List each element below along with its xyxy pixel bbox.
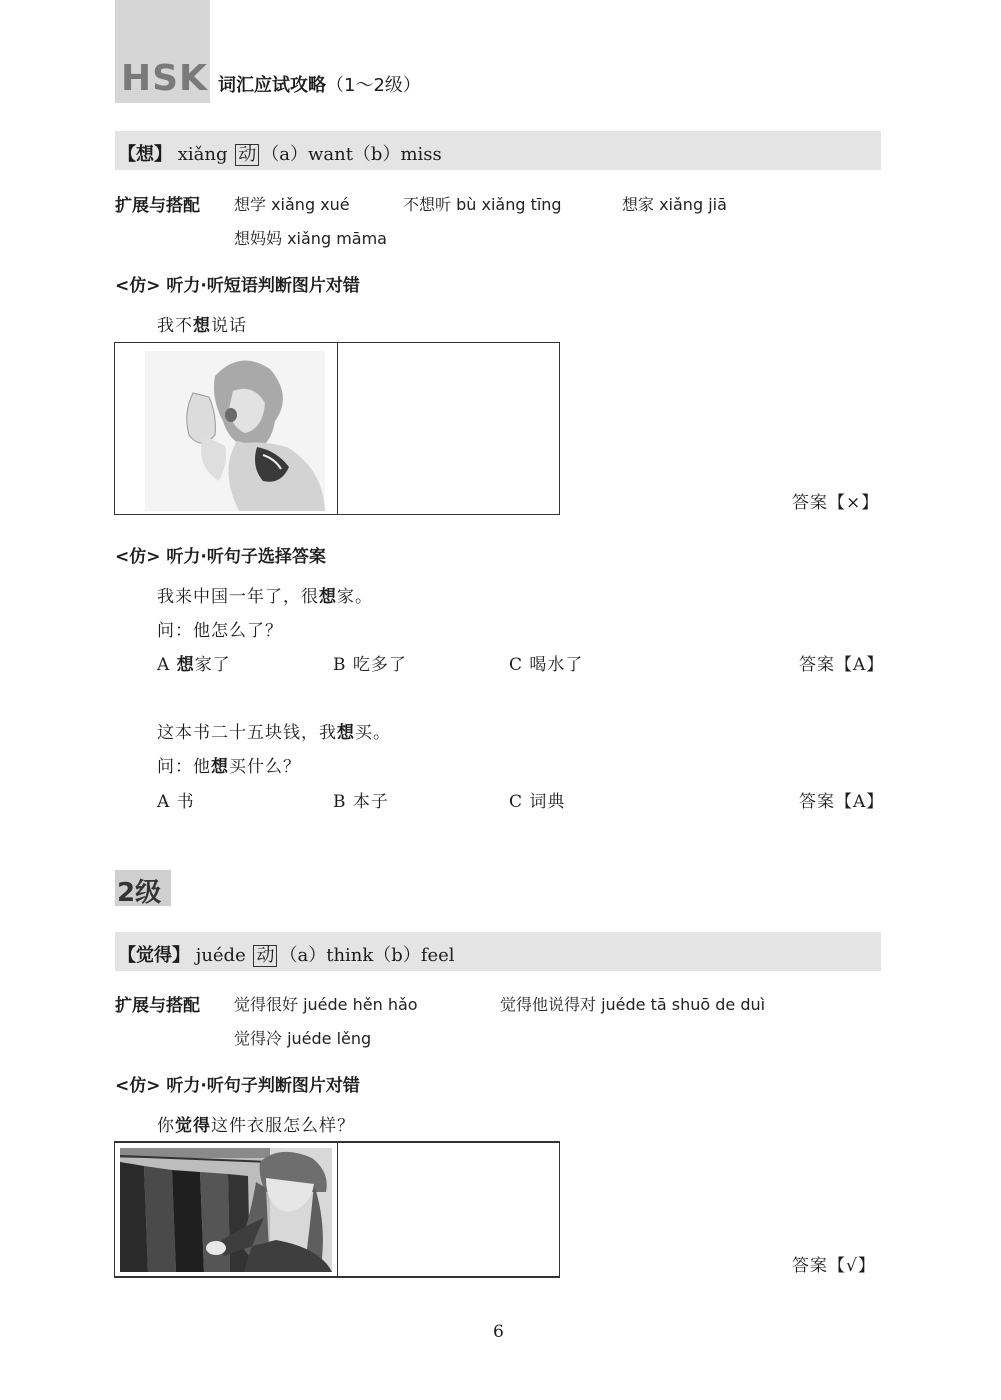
- part-of-speech-badge: 动: [253, 945, 277, 967]
- expansion-label: 扩展与搭配: [115, 996, 200, 1016]
- picture-frame: [114, 1141, 560, 1278]
- question-stem: 我来中国一年了，很想家。: [157, 587, 373, 607]
- book-title: [218, 71, 421, 97]
- book-title-range: （1～2级）: [326, 75, 421, 96]
- entry-line-xiang: [118, 140, 442, 166]
- exercise-sentence: 你觉得这件衣服怎么样？: [157, 1116, 355, 1136]
- part-of-speech-badge: 动: [235, 144, 259, 166]
- expansion-item: 不想听 bù xiǎng tīng: [403, 195, 562, 214]
- pinyin: xiǎng: [177, 144, 228, 165]
- expansion-label: 扩展与搭配: [115, 196, 200, 216]
- book-title-main: 词汇应试攻略: [218, 75, 326, 96]
- exercise-sentence: 我不想说话: [157, 316, 247, 336]
- picture-frame: [114, 342, 560, 515]
- question-stem: 这本书二十五块钱，我想买。: [157, 723, 391, 743]
- option-c: C 喝水了: [509, 655, 584, 675]
- option-c: C 词典: [509, 792, 566, 812]
- answer: 答案【A】: [799, 792, 885, 812]
- expansion-item: 想妈妈 xiǎng māma: [234, 229, 387, 248]
- pinyin: juéde: [195, 945, 246, 966]
- expansion-item: 想学 xiǎng xué: [234, 195, 350, 214]
- question-prompt: 问：他想买什么？: [157, 757, 301, 777]
- level-heading: 2级: [117, 878, 162, 908]
- page-number: 6: [493, 1322, 504, 1342]
- option-a: A 书: [157, 792, 195, 812]
- answer: 答案【×】: [792, 493, 880, 513]
- entry-line-juede: [118, 941, 455, 967]
- option-a: A 想家了: [157, 655, 231, 675]
- expansion-item: 想家 xiǎng jiā: [622, 195, 727, 214]
- exercise-heading: <仿> 听力·听句子判断图片对错: [115, 1076, 360, 1096]
- expansion-item: 觉得很好 juéde hěn hǎo: [234, 995, 418, 1014]
- hsk-logo: HSK: [121, 58, 208, 99]
- answer: 答案【A】: [799, 655, 885, 675]
- option-b: B 本子: [333, 792, 389, 812]
- exercise-heading: <仿> 听力·听短语判断图片对错: [115, 276, 360, 296]
- clothes-shopping-photo: [120, 1148, 332, 1272]
- senses: （a）want（b）miss: [261, 144, 442, 165]
- frame-divider: [337, 1143, 338, 1276]
- senses: （a）think（b）feel: [279, 945, 455, 966]
- expansion-item: 觉得冷 juéde lěng: [234, 1029, 372, 1048]
- shouting-woman-photo: [145, 351, 325, 511]
- exercise-heading: <仿> 听力·听句子选择答案: [115, 547, 326, 567]
- question-prompt: 问：他怎么了？: [157, 621, 283, 641]
- headword: 【觉得】: [118, 945, 190, 966]
- expansion-item: 觉得他说得对 juéde tā shuō de duì: [500, 995, 766, 1014]
- answer: 答案【√】: [792, 1256, 876, 1276]
- option-b: B 吃多了: [333, 655, 407, 675]
- headword: 【想】: [118, 144, 172, 165]
- frame-divider: [337, 343, 338, 514]
